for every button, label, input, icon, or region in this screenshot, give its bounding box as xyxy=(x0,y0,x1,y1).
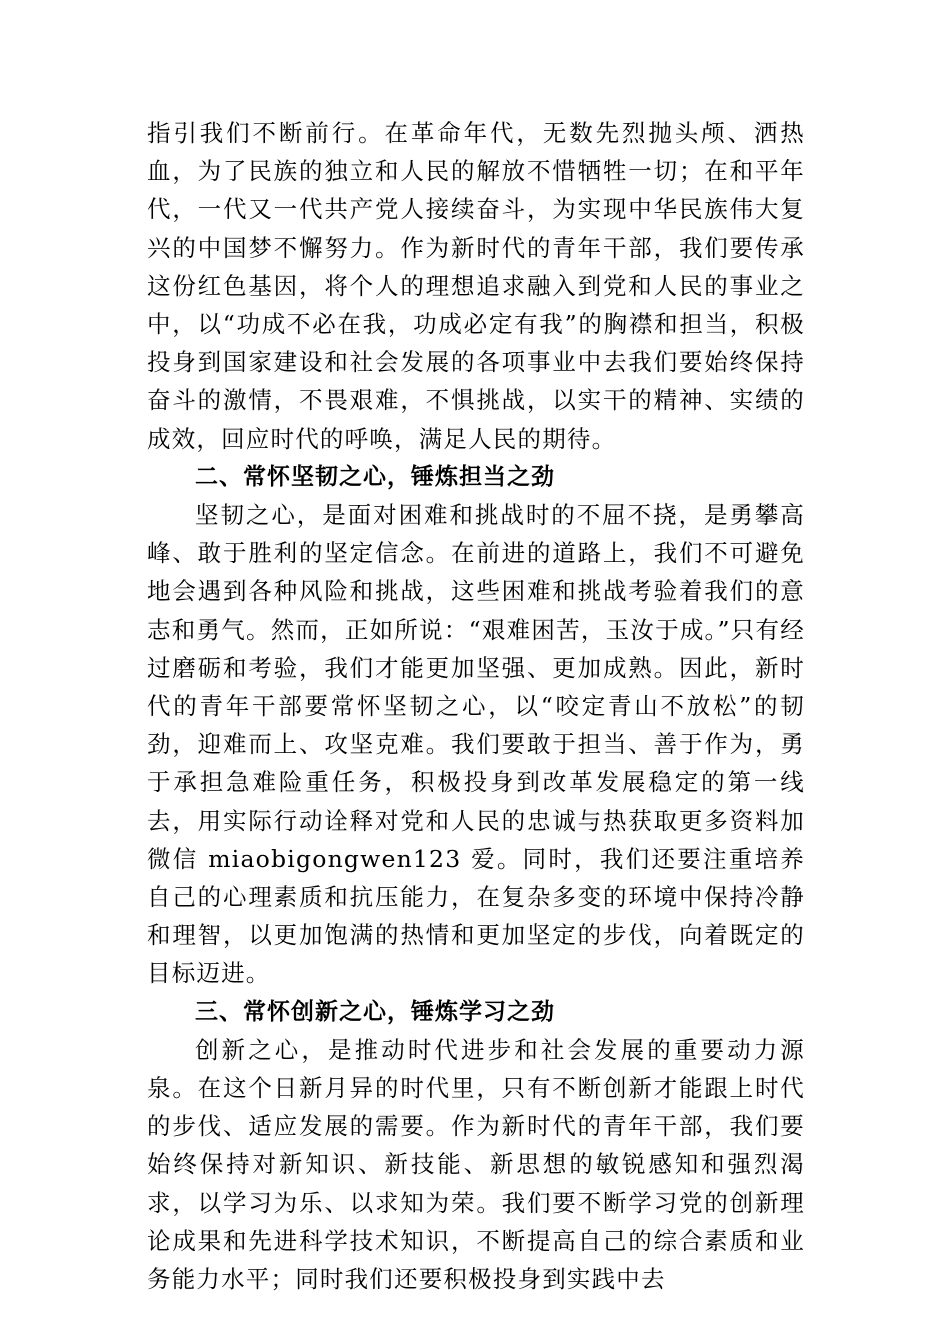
section-heading-three: 三、常怀创新之心，锤炼学习之劲 xyxy=(195,998,555,1025)
paragraph-continued: 指引我们不断前行。在革命年代，无数先烈抛头颅、洒热血，为了民族的独立和人民的解放不惜牺牲一切；在和平年代，一代又一代共产党人接续奋斗，为实现中华民族伟大复兴的中国梦不懈努力。作为新时代的青年干部，我们要传承这份红色基因，将个人的理想追求融入到党和人民的事业之中，以“功成不必在我，功成必定有我”的胸襟和担当，积极投身到国家建设和社会发展的各项事业中去我们要始终保持奋斗的激情，不畏艰难，不惧挑战，以实干的精神、实绩的成效，回应时代的呼唤，满足人民的期待。 xyxy=(147,119,805,453)
paragraph-innovation: 创新之心，是推动时代进步和社会发展的重要动力源泉。在这个日新月异的时代里，只有不断创新才能跟上时代的步伐、适应发展的需要。作为新时代的青年干部，我们要始终保持对新知识、新技能、新思想的敏锐感知和强烈渴求，以学习为乐、以求知为荣。我们要不断学习党的创新理论成果和先进科学技术知识，不断提高自己的综合素质和业务能力水平；同时我们还要积极投身到实践中去 xyxy=(147,1035,805,1294)
section-heading-two: 二、常怀坚韧之心，锤炼担当之劲 xyxy=(195,463,555,490)
paragraph-resilience: 坚韧之心，是面对困难和挑战时的不屈不挠，是勇攀高峰、敢于胜利的坚定信念。在前进的道路上，我们不可避免地会遇到各种风险和挑战，这些困难和挑战考验着我们的意志和勇气。然而，正如所说：“艰难困苦，玉汝于成。”只有经过磨砺和考验，我们才能更加坚强、更加成熟。因此，新时代的青年干部要常怀坚韧之心，以“咬定青山不放松”的韧劲，迎难而上、攻坚克难。我们要敢于担当、善于作为，勇于承担急难险重任务，积极投身到改革发展稳定的第一线去，用实际行动诠释对党和人民的忠诚与热获取更多资料加微信 miaobigongwen123 爱。同时，我们还要注重培养自己的心理素质和抗压能力，在复杂多变的环境中保持冷静和理智，以更加饱满的热情和更加坚定的步伐，向着既定的目标迈进。 xyxy=(147,501,805,988)
document-body xyxy=(147,114,805,1298)
